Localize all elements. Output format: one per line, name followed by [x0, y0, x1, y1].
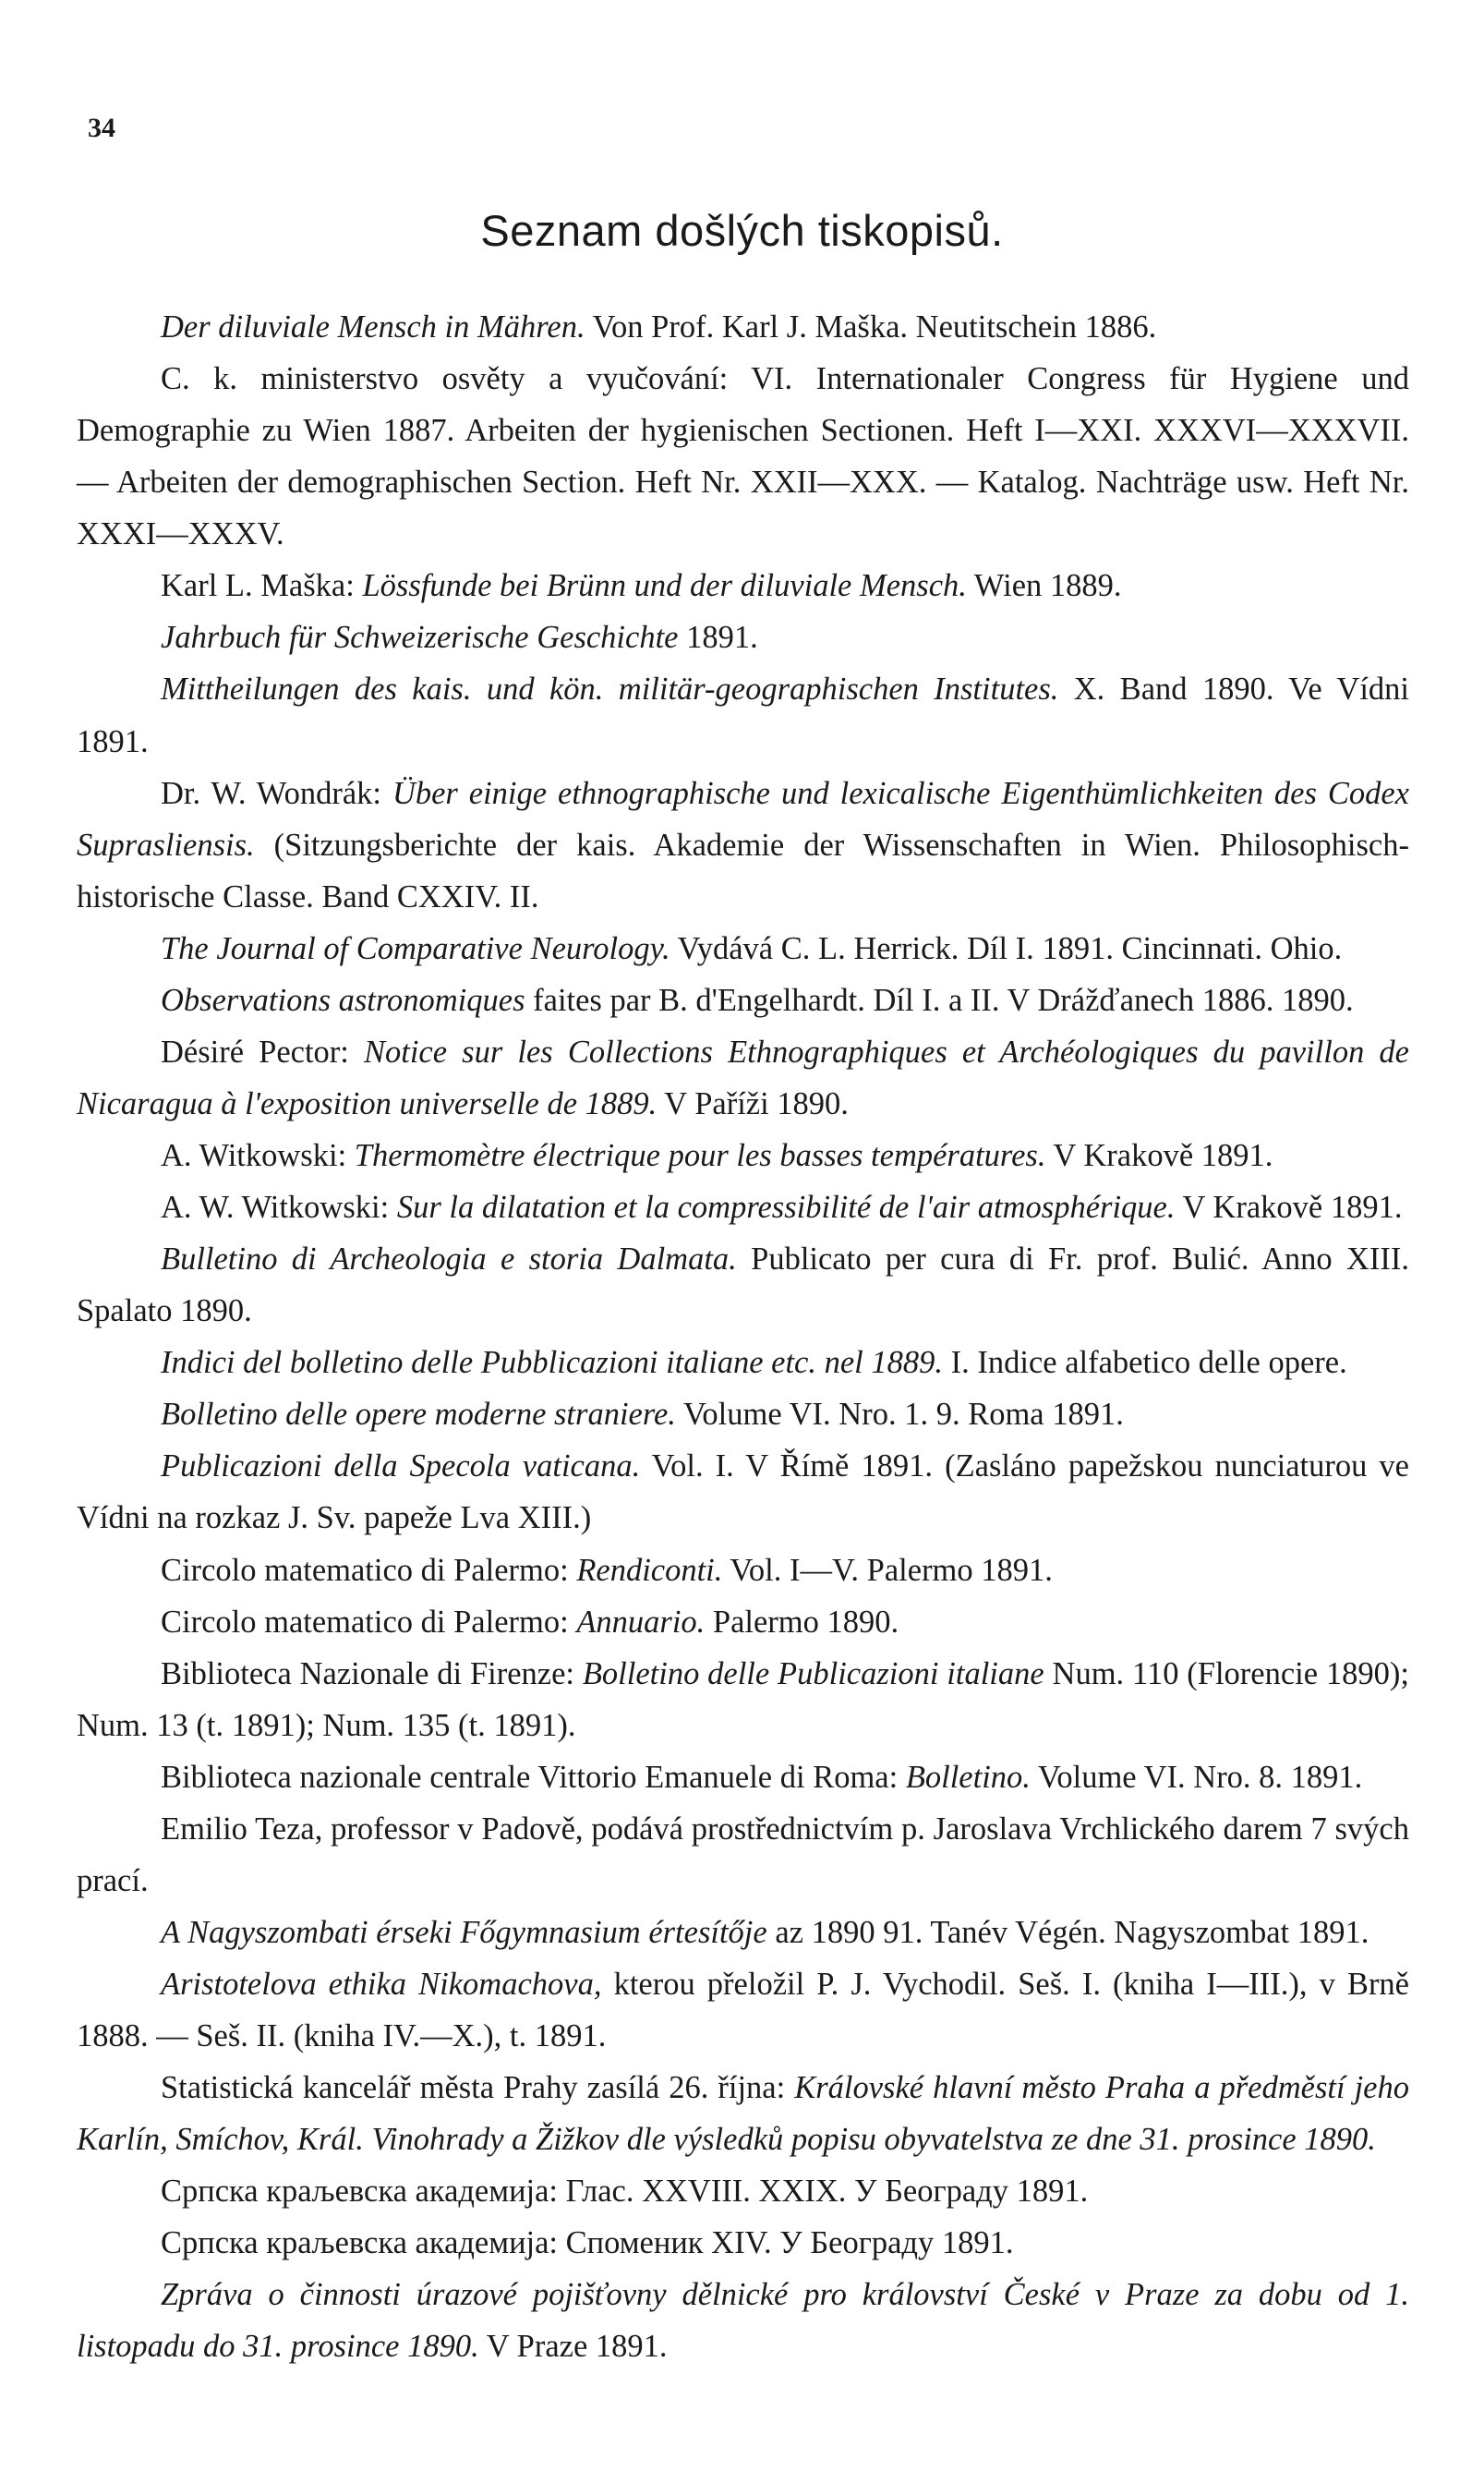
list-item [77, 663, 1409, 767]
entry-title: Zpráva o činnosti úrazové pojišťovny dělnické pro království České v Praze za dobu od 1. listopadu do 31. prosince 1890. [77, 2277, 1409, 2365]
entry-title: Indici del bolletino delle Pubblicazioni italiane etc. nel 1889. [161, 1345, 943, 1381]
list-item [77, 2062, 1409, 2165]
entry-title: Aristotelova ethika Nikomachova, [161, 1967, 602, 2002]
entry-title: Rendiconti. [576, 1552, 723, 1588]
entry-title: Notice sur les Collections Ethnographiques et Archéologiques du pavillon de Nicaragua à l'exposition universelle de 1889. [77, 1034, 1409, 1121]
entry-text: Palermo 1890. [705, 1604, 899, 1640]
list-item [77, 1958, 1409, 2062]
list-item [77, 612, 1409, 663]
list-item [77, 353, 1409, 560]
entry-title: The Journal of Comparative Neurology. [161, 930, 670, 966]
entry-text: X. Band 1890. Ve Vídni 1891. [77, 672, 1409, 759]
entry-text: Volume VI. Nro. 1. 9. Roma 1891. [675, 1397, 1124, 1433]
list-item [77, 1181, 1409, 1233]
entry-text: A. W. Witkowski: [161, 1190, 397, 1226]
entries-list [77, 301, 1409, 2373]
page-title: Seznam došlých tiskopisů. [480, 206, 1004, 255]
entry-text: Emilio Teza, professor v Padově, podává prostřednictvím p. Jaroslava Vrchlického darem 7 svých prací. [77, 1811, 1409, 1898]
entry-text: Karl L. Maška: [161, 568, 363, 604]
entry-title: Bolletino delle opere moderne straniere. [161, 1397, 676, 1433]
entry-text: Désiré Pector: [161, 1034, 364, 1070]
entry-text: Publicato per cura di Fr. prof. Bulić. Anno XIII. Spalato 1890. [77, 1242, 1409, 1329]
list-item [77, 923, 1409, 975]
list-item [77, 301, 1409, 353]
entry-title: Sur la dilatation et la compressibilité de l'air atmosphérique. [396, 1190, 1176, 1226]
page-number: 34 [88, 113, 115, 143]
entry-text: Biblioteca Nazionale di Firenze: [161, 1655, 583, 1691]
entry-title: Observations astronomiques [161, 982, 525, 1018]
entry-text: (Sitzungsberichte der kais. Akademie der Wissenschaften in Wien. Philosophisch-historische Classe. Band CXXIV. II. [77, 827, 1409, 915]
list-item [77, 1544, 1409, 1596]
entry-title: Thermomètre électrique pour les basses températures. [354, 1138, 1046, 1173]
list-item [77, 1337, 1409, 1388]
list-item [77, 2269, 1409, 2372]
list-item [77, 1803, 1409, 1907]
entry-title: Bolletino. [905, 1759, 1031, 1795]
entry-text: Српска краљевска академија: Споменик XIV. У Београду 1891. [161, 2225, 1014, 2261]
entry-text: Vydává C. L. Herrick. Díl I. 1891. Cincinnati. Ohio. [670, 930, 1343, 966]
entry-text: Von Prof. Karl J. Maška. Neutitschein 1886. [585, 309, 1157, 345]
entry-text: Dr. W. Wondrák: [161, 775, 392, 811]
entry-text: Vol. I. V Římě 1891. (Zasláno papežskou nunciaturou ve Vídni na rozkaz J. Sv. papeže Lva XIII.) [77, 1448, 1409, 1536]
entry-title: Publicazioni della Specola vaticana. [161, 1448, 641, 1484]
list-item [77, 768, 1409, 923]
entry-text: Wien 1889. [966, 568, 1122, 604]
list-item [77, 560, 1409, 612]
entry-text: az 1890 91. Tanév Végén. Nagyszombat 1891. [766, 1914, 1369, 1950]
entry-title: Der diluviale Mensch in Mähren. [161, 309, 585, 345]
entry-title: Über einige ethnographische und lexicalische Eigenthümlichkeiten des Codex Suprasliensis. [77, 775, 1409, 863]
entry-text: Circolo matematico di Palermo: [161, 1604, 577, 1640]
entry-text: faites par B. d'Engelhardt. Díl I. a II. V Drážďanech 1886. 1890. [525, 982, 1354, 1018]
entry-text: I. Indice alfabetico delle opere. [943, 1345, 1347, 1381]
entry-title: A Nagyszombati érseki Főgymnasium értesítője [161, 1914, 767, 1950]
entry-title: Jahrbuch für Schweizerische Geschichte [161, 620, 679, 656]
entry-text: Num. 110 (Florencie 1890); Num. 13 (t. 1891); Num. 135 (t. 1891). [77, 1655, 1409, 1743]
entry-title: Královské hlavní město Praha a předměstí jeho Karlín, Smíchov, Král. Vinohrady a Žižkov dle výsledků popisu obyvatelstva ze dne 31. prosince 1890. [77, 2070, 1409, 2158]
entry-title: Mittheilungen des kais. und kön. militär-geographischen Institutes. [161, 672, 1059, 708]
entry-title: Bulletino di Archeologia e storia Dalmata. [161, 1242, 737, 1278]
list-item [77, 1233, 1409, 1337]
list-item [77, 2217, 1409, 2269]
list-item [77, 1440, 1409, 1544]
entry-text: A. Witkowski: [161, 1138, 355, 1173]
list-item [77, 2165, 1409, 2217]
entry-title: Annuario. [576, 1604, 706, 1640]
entry-text: Biblioteca nazionale centrale Vittorio Emanuele di Roma: [161, 1759, 906, 1795]
entry-text: V Paříži 1890. [657, 1085, 849, 1121]
list-item [77, 1907, 1409, 1958]
entry-text: V Krakově 1891. [1045, 1138, 1273, 1173]
list-item [77, 1751, 1409, 1803]
entry-text: C. k. ministerstvo osvěty a vyučování: VI. Internationaler Congress für Hygiene und Demographie zu Wien 1887. Arbeiten der hygienischen Sectionen. Heft I—XXI. XXXVI—XXXVII. — Arbeiten der demographischen Section. Heft Nr. XXII—XXX. — Katalog. Nachträge usw. Heft Nr. XXXI—XXXV. [77, 361, 1409, 552]
entry-text: Vol. I—V. Palermo 1891. [722, 1552, 1053, 1588]
list-item [77, 1026, 1409, 1130]
entry-title: Lössfunde bei Brünn und der diluviale Mensch. [362, 568, 967, 604]
entry-text: 1891. [678, 620, 758, 656]
entry-text: Српска краљевска академија: Глас. XXVIII. XXIX. У Београду 1891. [161, 2174, 1089, 2210]
entry-text: Circolo matematico di Palermo: [161, 1552, 577, 1588]
entry-text: Statistická kancelář města Prahy zasílá 26. října: [161, 2070, 795, 2106]
entry-text: V Praze 1891. [478, 2329, 668, 2365]
entry-text: Volume VI. Nro. 8. 1891. [1030, 1759, 1363, 1795]
list-item [77, 1388, 1409, 1440]
list-item [77, 975, 1409, 1026]
entry-title: Bolletino delle Publicazioni italiane [582, 1655, 1044, 1691]
list-item [77, 1648, 1409, 1751]
entry-text: V Krakově 1891. [1175, 1190, 1403, 1226]
list-item [77, 1596, 1409, 1648]
list-item [77, 1130, 1409, 1181]
entry-text: kterou přeložil P. J. Vychodil. Seš. I. (kniha I—III.), v Brně 1888. — Seš. II. (kniha IV.—X.), t. 1891. [77, 1967, 1409, 2054]
